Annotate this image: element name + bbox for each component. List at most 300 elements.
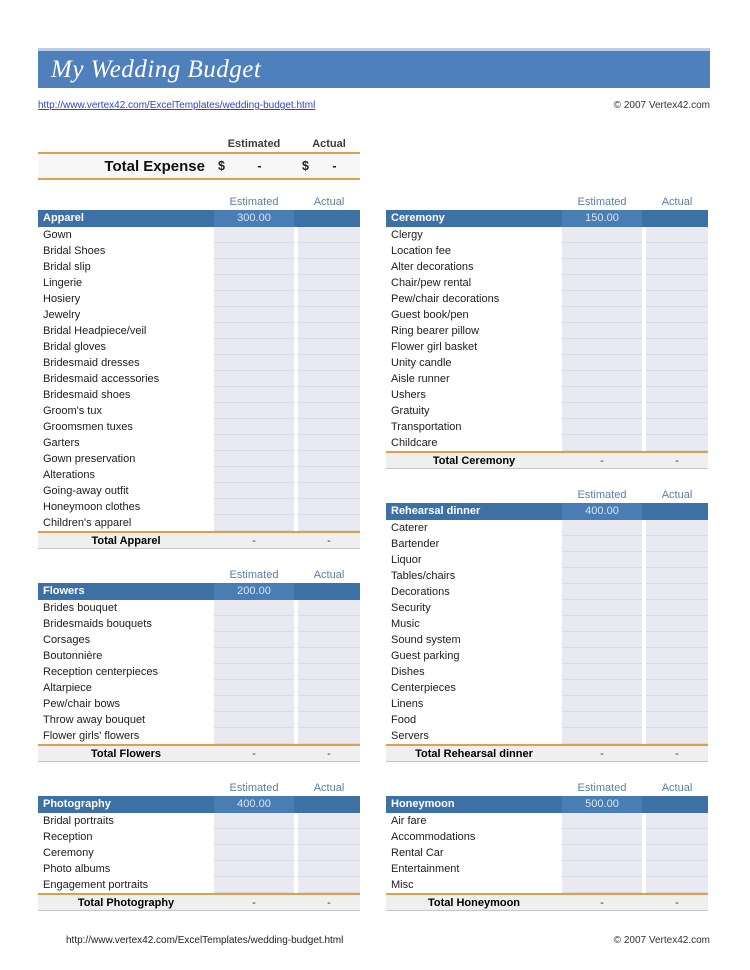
item-label: Guest parking <box>391 650 460 662</box>
actual-input-cell[interactable] <box>646 584 708 600</box>
item-label: Clergy <box>391 229 423 241</box>
estimated-input-cell[interactable] <box>562 520 642 536</box>
actual-input-cell[interactable] <box>298 600 360 616</box>
estimated-input-cell[interactable] <box>562 403 642 419</box>
template-link-bottom[interactable]: http://www.vertex42.com/ExcelTemplates/wedding-budget.html <box>66 935 344 946</box>
item-label: Tables/chairs <box>391 570 456 582</box>
actual-input-cell[interactable] <box>298 307 360 323</box>
item-label: Alter decorations <box>391 261 474 273</box>
item-label: Hosiery <box>43 293 81 305</box>
section-total-actual: - <box>675 896 679 909</box>
column-headers <box>38 779 360 794</box>
estimated-input-cell[interactable] <box>214 227 294 243</box>
section-total-actual: - <box>327 896 331 909</box>
actual-input-cell[interactable] <box>646 664 708 680</box>
item-label: Aisle runner <box>391 373 450 385</box>
estimated-input-cell[interactable] <box>562 291 642 307</box>
item-row <box>386 243 708 259</box>
right-column <box>386 193 708 911</box>
item-label: Bridal gloves <box>43 341 106 353</box>
actual-input-cell[interactable] <box>646 355 708 371</box>
actual-input-cell[interactable] <box>298 387 360 403</box>
actual-input-cell[interactable] <box>298 648 360 664</box>
item-label: Air fare <box>391 815 427 827</box>
actual-input-cell[interactable] <box>646 680 708 696</box>
actual-input-cell[interactable] <box>298 664 360 680</box>
item-row <box>386 227 708 243</box>
estimated-input-cell[interactable] <box>214 664 294 680</box>
actual-column-header: Actual <box>661 489 693 501</box>
estimated-input-cell[interactable] <box>562 584 642 600</box>
item-label: Gown preservation <box>43 453 136 465</box>
estimated-input-cell[interactable] <box>214 600 294 616</box>
item-row <box>38 387 360 403</box>
estimated-input-cell[interactable] <box>214 291 294 307</box>
actual-input-cell[interactable] <box>298 243 360 259</box>
estimated-input-cell[interactable] <box>562 664 642 680</box>
item-label: Flower girl basket <box>391 341 478 353</box>
actual-input-cell[interactable] <box>646 259 708 275</box>
estimated-input-cell[interactable] <box>562 536 642 552</box>
actual-column-header: Actual <box>313 196 345 208</box>
section-title: Honeymoon <box>391 798 455 810</box>
item-label: Gown <box>43 229 72 241</box>
item-label: Boutonnière <box>43 650 103 662</box>
estimated-column-header: Estimated <box>229 196 279 208</box>
item-row <box>38 275 360 291</box>
item-row <box>38 664 360 680</box>
actual-input-cell[interactable] <box>646 845 708 861</box>
item-row <box>386 664 708 680</box>
estimated-input-cell[interactable] <box>562 829 642 845</box>
actual-input-cell[interactable] <box>646 291 708 307</box>
estimated-budget-cell[interactable]: 200.00 <box>214 583 294 600</box>
item-label: Brides bouquet <box>43 602 117 614</box>
actual-input-cell[interactable] <box>298 829 360 845</box>
estimated-input-cell[interactable] <box>562 339 642 355</box>
item-label: Misc <box>391 879 414 891</box>
estimated-input-cell[interactable] <box>562 616 642 632</box>
item-row <box>386 403 708 419</box>
total-expense-label: Total Expense <box>104 157 205 175</box>
item-row <box>38 323 360 339</box>
estimated-input-cell[interactable] <box>214 845 294 861</box>
actual-input-cell[interactable] <box>298 403 360 419</box>
actual-input-cell[interactable] <box>646 419 708 435</box>
actual-input-cell[interactable] <box>646 435 708 451</box>
section-total-label: Total Rehearsal dinner <box>415 747 533 760</box>
estimated-input-cell[interactable] <box>562 552 642 568</box>
section-flowers <box>38 566 360 762</box>
item-row <box>386 371 708 387</box>
item-row <box>386 387 708 403</box>
estimated-input-cell[interactable] <box>562 813 642 829</box>
actual-input-cell[interactable] <box>646 728 708 744</box>
actual-budget-cell[interactable] <box>646 210 708 227</box>
actual-input-cell[interactable] <box>298 451 360 467</box>
estimated-input-cell[interactable] <box>214 696 294 712</box>
item-label: Bridesmaids bouquets <box>43 618 152 630</box>
estimated-input-cell[interactable] <box>562 845 642 861</box>
estimated-budget-cell[interactable]: 400.00 <box>214 796 294 813</box>
column-headers <box>386 486 708 501</box>
item-row <box>38 435 360 451</box>
estimated-input-cell[interactable] <box>214 275 294 291</box>
actual-budget-cell[interactable] <box>646 796 708 813</box>
item-row <box>38 728 360 744</box>
actual-input-cell[interactable] <box>298 680 360 696</box>
section-apparel <box>38 193 360 549</box>
item-row <box>38 813 360 829</box>
section-total-estimated: - <box>252 534 256 547</box>
actual-input-cell[interactable] <box>646 323 708 339</box>
actual-input-cell[interactable] <box>298 339 360 355</box>
item-label: Flower girls' flowers <box>43 730 140 742</box>
item-label: Lingerie <box>43 277 83 289</box>
total-expense-estimated-cell <box>214 159 294 173</box>
estimated-input-cell[interactable] <box>214 387 294 403</box>
actual-column-header: Actual <box>312 138 346 150</box>
estimated-input-cell[interactable] <box>562 275 642 291</box>
item-row <box>386 861 708 877</box>
actual-input-cell[interactable] <box>646 536 708 552</box>
item-label: Bridal portraits <box>43 815 114 827</box>
estimated-input-cell[interactable] <box>214 371 294 387</box>
estimated-input-cell[interactable] <box>214 243 294 259</box>
estimated-input-cell[interactable] <box>214 877 294 893</box>
actual-input-cell[interactable] <box>646 712 708 728</box>
estimated-input-cell[interactable] <box>214 680 294 696</box>
estimated-column-header: Estimated <box>577 196 627 208</box>
item-label: Children's apparel <box>43 517 132 529</box>
estimated-input-cell[interactable] <box>214 451 294 467</box>
currency-symbol: $ <box>218 159 225 173</box>
total-row-flowers <box>38 744 360 762</box>
copyright-bottom: © 2007 Vertex42.com <box>613 935 710 946</box>
actual-input-cell[interactable] <box>298 632 360 648</box>
actual-input-cell[interactable] <box>646 552 708 568</box>
estimated-budget-cell[interactable]: 400.00 <box>562 503 642 520</box>
item-label: Bartender <box>391 538 440 550</box>
item-row <box>386 877 708 893</box>
estimated-input-cell[interactable] <box>214 355 294 371</box>
total-expense-summary <box>38 135 360 180</box>
actual-input-cell[interactable] <box>298 291 360 307</box>
item-label: Servers <box>391 730 429 742</box>
actual-input-cell[interactable] <box>298 616 360 632</box>
estimated-budget-cell[interactable]: 500.00 <box>562 796 642 813</box>
actual-input-cell[interactable] <box>298 435 360 451</box>
total-expense-row <box>38 152 360 180</box>
item-row <box>386 813 708 829</box>
actual-input-cell[interactable] <box>646 520 708 536</box>
actual-input-cell[interactable] <box>646 227 708 243</box>
actual-input-cell[interactable] <box>298 371 360 387</box>
estimated-column-header: Estimated <box>227 138 281 150</box>
item-row <box>38 600 360 616</box>
section-ceremony <box>386 193 708 469</box>
total-row-apparel <box>38 531 360 549</box>
estimated-input-cell[interactable] <box>214 632 294 648</box>
actual-input-cell[interactable] <box>298 259 360 275</box>
actual-column-header: Actual <box>313 569 345 581</box>
actual-input-cell[interactable] <box>298 483 360 499</box>
estimated-input-cell[interactable] <box>562 600 642 616</box>
item-label: Ceremony <box>43 847 94 859</box>
actual-input-cell[interactable] <box>298 696 360 712</box>
item-label: Caterer <box>391 522 428 534</box>
item-row <box>386 275 708 291</box>
estimated-input-cell[interactable] <box>562 259 642 275</box>
estimated-column-header: Estimated <box>229 569 279 581</box>
section-total-actual: - <box>327 747 331 760</box>
estimated-input-cell[interactable] <box>214 499 294 515</box>
section-header-apparel <box>38 210 360 227</box>
actual-input-cell[interactable] <box>298 419 360 435</box>
section-total-estimated: - <box>600 454 604 467</box>
actual-input-cell[interactable] <box>298 845 360 861</box>
estimated-input-cell[interactable] <box>562 632 642 648</box>
title-banner <box>38 48 710 88</box>
item-row <box>386 323 708 339</box>
estimated-input-cell[interactable] <box>562 323 642 339</box>
actual-input-cell[interactable] <box>646 243 708 259</box>
item-row <box>38 243 360 259</box>
actual-input-cell[interactable] <box>646 616 708 632</box>
actual-column-header: Actual <box>661 782 693 794</box>
item-row <box>38 861 360 877</box>
estimated-input-cell[interactable] <box>214 307 294 323</box>
page-title: My Wedding Budget <box>51 55 262 83</box>
item-row <box>386 616 708 632</box>
estimated-input-cell[interactable] <box>214 728 294 744</box>
estimated-input-cell[interactable] <box>214 813 294 829</box>
actual-input-cell[interactable] <box>646 813 708 829</box>
item-row <box>386 339 708 355</box>
section-rehearsal-dinner <box>386 486 708 762</box>
estimated-input-cell[interactable] <box>562 243 642 259</box>
actual-budget-cell[interactable] <box>298 210 360 227</box>
item-label: Chair/pew rental <box>391 277 472 289</box>
item-row <box>386 419 708 435</box>
estimated-input-cell[interactable] <box>562 387 642 403</box>
summary-column-headers <box>38 135 360 150</box>
column-headers <box>38 193 360 208</box>
item-row <box>38 339 360 355</box>
item-row <box>386 552 708 568</box>
actual-input-cell[interactable] <box>646 403 708 419</box>
item-row <box>386 600 708 616</box>
actual-input-cell[interactable] <box>646 877 708 893</box>
estimated-input-cell[interactable] <box>562 371 642 387</box>
estimated-budget-cell[interactable]: 150.00 <box>562 210 642 227</box>
item-row <box>386 355 708 371</box>
estimated-input-cell[interactable] <box>562 728 642 744</box>
item-row <box>386 307 708 323</box>
item-row <box>38 467 360 483</box>
estimated-input-cell[interactable] <box>562 355 642 371</box>
item-row <box>386 568 708 584</box>
actual-column-header: Actual <box>313 782 345 794</box>
item-row <box>38 845 360 861</box>
copyright-top: © 2007 Vertex42.com <box>613 100 710 111</box>
actual-budget-cell[interactable] <box>646 503 708 520</box>
actual-input-cell[interactable] <box>298 467 360 483</box>
estimated-input-cell[interactable] <box>562 861 642 877</box>
actual-input-cell[interactable] <box>646 861 708 877</box>
item-row <box>386 712 708 728</box>
actual-input-cell[interactable] <box>646 829 708 845</box>
item-label: Groomsmen tuxes <box>43 421 133 433</box>
item-row <box>386 728 708 744</box>
item-label: Going-away outfit <box>43 485 129 497</box>
currency-symbol: $ <box>302 159 309 173</box>
item-label: Location fee <box>391 245 451 257</box>
section-total-label: Total Ceremony <box>432 454 516 467</box>
item-row <box>38 419 360 435</box>
section-total-label: Total Photography <box>77 896 175 909</box>
actual-column-header: Actual <box>661 196 693 208</box>
estimated-input-cell[interactable] <box>562 419 642 435</box>
item-row <box>38 371 360 387</box>
actual-input-cell[interactable] <box>298 728 360 744</box>
item-row <box>386 632 708 648</box>
actual-input-cell[interactable] <box>298 861 360 877</box>
section-total-actual: - <box>675 454 679 467</box>
estimated-input-cell[interactable] <box>214 515 294 531</box>
estimated-input-cell[interactable] <box>214 403 294 419</box>
item-label: Childcare <box>391 437 438 449</box>
estimated-input-cell[interactable] <box>562 227 642 243</box>
section-header-rehearsal-dinner <box>386 503 708 520</box>
actual-input-cell[interactable] <box>646 696 708 712</box>
item-label: Dishes <box>391 666 425 678</box>
total-row-photography <box>38 893 360 911</box>
estimated-input-cell[interactable] <box>562 877 642 893</box>
section-title: Rehearsal dinner <box>391 505 481 517</box>
estimated-input-cell[interactable] <box>214 419 294 435</box>
actual-input-cell[interactable] <box>646 387 708 403</box>
actual-input-cell[interactable] <box>298 275 360 291</box>
item-row <box>38 355 360 371</box>
actual-input-cell[interactable] <box>298 515 360 531</box>
actual-input-cell[interactable] <box>298 877 360 893</box>
total-row-honeymoon <box>386 893 708 911</box>
estimated-input-cell[interactable] <box>562 435 642 451</box>
section-header-honeymoon <box>386 796 708 813</box>
actual-input-cell[interactable] <box>646 275 708 291</box>
estimated-input-cell[interactable] <box>562 680 642 696</box>
actual-input-cell[interactable] <box>646 307 708 323</box>
estimated-input-cell[interactable] <box>214 323 294 339</box>
estimated-input-cell[interactable] <box>214 829 294 845</box>
item-label: Linens <box>391 698 424 710</box>
item-label: Bridal slip <box>43 261 91 273</box>
template-link-top[interactable]: http://www.vertex42.com/ExcelTemplates/wedding-budget.html <box>38 100 316 111</box>
section-title: Photography <box>43 798 111 810</box>
actual-input-cell[interactable] <box>646 632 708 648</box>
estimated-input-cell[interactable] <box>214 483 294 499</box>
item-row <box>38 451 360 467</box>
actual-input-cell[interactable] <box>646 600 708 616</box>
estimated-input-cell[interactable] <box>562 568 642 584</box>
actual-budget-cell[interactable] <box>298 583 360 600</box>
actual-input-cell[interactable] <box>298 499 360 515</box>
item-label: Honeymoon clothes <box>43 501 141 513</box>
item-row <box>38 291 360 307</box>
item-label: Music <box>391 618 420 630</box>
actual-budget-cell[interactable] <box>298 796 360 813</box>
estimated-input-cell[interactable] <box>214 467 294 483</box>
estimated-input-cell[interactable] <box>214 648 294 664</box>
item-label: Accommodations <box>391 831 476 843</box>
item-label: Bridal Headpiece/veil <box>43 325 147 337</box>
item-row <box>386 584 708 600</box>
actual-input-cell[interactable] <box>298 323 360 339</box>
estimated-input-cell[interactable] <box>214 339 294 355</box>
column-headers <box>38 566 360 581</box>
item-row <box>386 829 708 845</box>
actual-input-cell[interactable] <box>646 371 708 387</box>
item-row <box>386 648 708 664</box>
actual-input-cell[interactable] <box>298 355 360 371</box>
actual-input-cell[interactable] <box>298 712 360 728</box>
column-headers <box>386 193 708 208</box>
estimated-input-cell[interactable] <box>562 648 642 664</box>
column-headers <box>386 779 708 794</box>
estimated-input-cell[interactable] <box>214 435 294 451</box>
estimated-input-cell[interactable] <box>214 616 294 632</box>
item-row <box>38 403 360 419</box>
section-title: Apparel <box>43 212 84 224</box>
item-label: Reception centerpieces <box>43 666 158 678</box>
total-expense-estimated-value: - <box>257 159 262 173</box>
item-row <box>386 259 708 275</box>
estimated-input-cell[interactable] <box>214 712 294 728</box>
section-header-photography <box>38 796 360 813</box>
actual-input-cell[interactable] <box>298 227 360 243</box>
item-label: Guest book/pen <box>391 309 469 321</box>
actual-input-cell[interactable] <box>646 339 708 355</box>
item-row <box>38 616 360 632</box>
estimated-input-cell[interactable] <box>562 696 642 712</box>
item-label: Bridesmaid dresses <box>43 357 140 369</box>
item-label: Throw away bouquet <box>43 714 146 726</box>
section-total-actual: - <box>675 747 679 760</box>
item-row <box>38 877 360 893</box>
total-expense-actual-cell <box>298 159 360 173</box>
estimated-input-cell[interactable] <box>562 712 642 728</box>
item-row <box>386 435 708 451</box>
actual-input-cell[interactable] <box>646 568 708 584</box>
estimated-input-cell[interactable] <box>562 307 642 323</box>
estimated-budget-cell[interactable]: 300.00 <box>214 210 294 227</box>
actual-input-cell[interactable] <box>298 813 360 829</box>
item-row <box>386 536 708 552</box>
item-label: Entertainment <box>391 863 460 875</box>
section-title: Ceremony <box>391 212 445 224</box>
item-row <box>38 259 360 275</box>
footer <box>38 935 710 946</box>
budget-tables <box>38 193 710 911</box>
actual-input-cell[interactable] <box>646 648 708 664</box>
estimated-input-cell[interactable] <box>214 259 294 275</box>
item-label: Groom's tux <box>43 405 102 417</box>
section-honeymoon <box>386 779 708 911</box>
item-row <box>386 845 708 861</box>
section-header-flowers <box>38 583 360 600</box>
estimated-input-cell[interactable] <box>214 861 294 877</box>
